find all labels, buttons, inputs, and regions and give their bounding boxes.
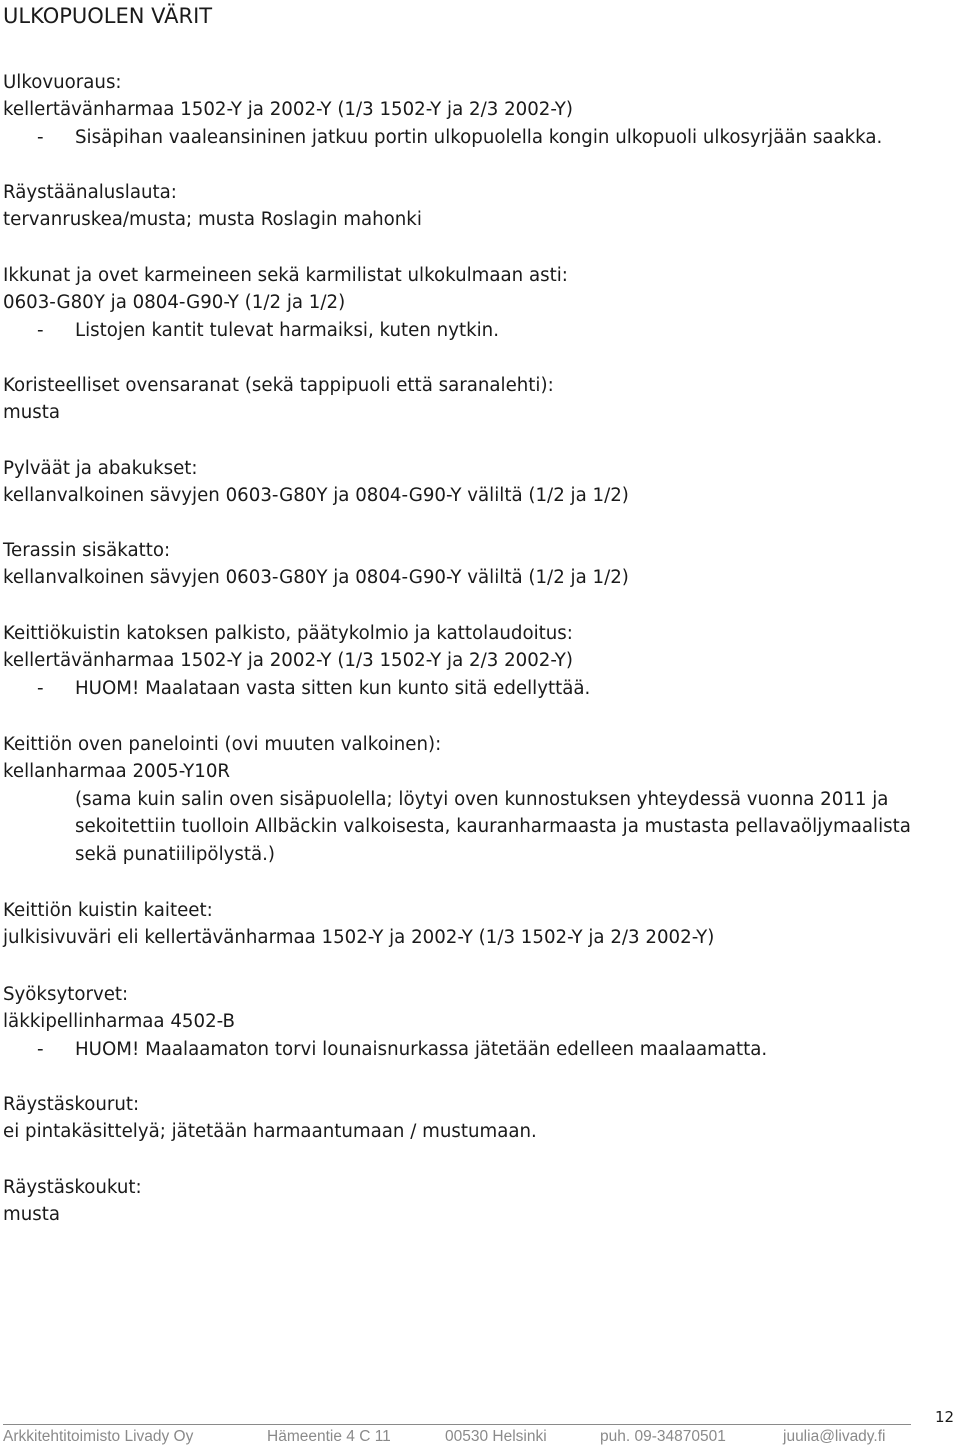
section-note: (sama kuin salin oven sisäpuolella; löytyi oven kunnostuksen yhteydessä vuonna 2011 ja sekoitettiin tuolloin Allbäckin valkoisesta, kauranharmaasta ja mustasta pellavaöljymaalista sekä punatiilipölystä.) [75,788,911,865]
bullet-marker: - [37,677,44,699]
section-kuistin-kaiteet [3,897,953,952]
section-heading: Ikkunat ja ovet karmeineen sekä karmilistat ulkokulmaan asti: [3,265,568,286]
section-raystaskoukut [3,1174,953,1229]
section-value: tervanruskea/musta; musta Roslagin mahonki [3,209,422,231]
section-ikkunat-ja-ovet [3,262,953,344]
section-raystaanaluslauta [3,179,953,234]
section-value: kellertävänharmaa 1502-Y ja 2002-Y (1/3 1502-Y ja 2/3 2002-Y) [3,650,573,672]
section-pylvaat [3,455,953,510]
footer-company: Arkkitehtitoimisto Livady Oy [3,1428,194,1445]
bullet-text: HUOM! Maalaamaton torvi lounaisnurkassa jätetään edelleen maalaamatta. [75,1038,768,1060]
section-ulkovuoraus [3,69,953,151]
bullet-marker: - [37,126,44,148]
section-value: läkkipellinharmaa 4502-B [3,1011,236,1033]
section-value: kellertävänharmaa 1502-Y ja 2002-Y (1/3 1502-Y ja 2/3 2002-Y) [3,99,573,121]
section-heading: Syöksytorvet: [3,984,129,1005]
section-value: 0603-G80Y ja 0804-G90-Y (1/2 ja 1/2) [3,292,346,314]
section-heading: Keittiön oven panelointi (ovi muuten valkoinen): [3,734,442,755]
bullet-text: HUOM! Maalataan vasta sitten kun kunto sitä edellyttää. [75,677,591,699]
page-title: ULKOPUOLEN VÄRIT [3,4,213,28]
section-value: musta [3,402,60,424]
section-heading: Ulkovuoraus: [3,72,122,93]
bullet-marker: - [37,319,44,341]
section-value: kellanvalkoinen sävyjen 0603-G80Y ja 0804-G90-Y väliltä (1/2 ja 1/2) [3,567,629,589]
section-heading: Pylväät ja abakukset: [3,458,198,479]
section-ovensaranat [3,372,953,427]
section-value: kellanvalkoinen sävyjen 0603-G80Y ja 0804-G90-Y väliltä (1/2 ja 1/2) [3,485,629,507]
section-keittion-oven-panelointi [3,731,953,868]
section-syoksytorvet [3,981,953,1063]
footer-postal: 00530 Helsinki [445,1428,547,1445]
section-raystaskourut [3,1091,953,1146]
footer-divider [3,1424,911,1425]
page-number: 12 [935,1408,955,1426]
section-value: ei pintakäsittelyä; jätetään harmaantumaan / mustumaan. [3,1121,537,1143]
bullet-text: Sisäpihan vaaleansininen jatkuu portin ulkopuolella kongin ulkopuoli ulkosyrjään saakka. [75,126,883,148]
footer-phone: puh. 09-34870501 [600,1428,726,1445]
bullet-text: Listojen kantit tulevat harmaiksi, kuten nytkin. [75,319,499,341]
section-heading: Keittiön kuistin kaiteet: [3,900,213,921]
footer-street: Hämeentie 4 C 11 [267,1428,391,1445]
bullet-item [3,1036,953,1063]
section-heading: Räystäänaluslauta: [3,182,177,203]
bullet-item [3,675,953,702]
bullet-marker: - [37,1038,44,1060]
bullet-item [3,124,953,151]
section-value: kellanharmaa 2005-Y10R [3,761,231,783]
page-footer [3,1428,943,1450]
footer-email[interactable]: juulia@livady.fi [783,1428,886,1445]
section-heading: Keittiökuistin katoksen palkisto, päätykolmio ja kattolaudoitus: [3,623,573,644]
section-heading: Räystäskourut: [3,1094,140,1115]
section-value: julkisivuväri eli kellertävänharmaa 1502-Y ja 2002-Y (1/3 1502-Y ja 2/3 2002-Y) [3,927,715,949]
section-terassin-sisakatto [3,537,953,592]
bullet-item [3,317,953,344]
section-keittiokuistin-katos [3,620,953,702]
section-value: musta [3,1204,60,1226]
section-heading: Terassin sisäkatto: [3,540,171,561]
section-heading: Räystäskoukut: [3,1177,142,1198]
section-heading: Koristeelliset ovensaranat (sekä tappipuoli että saranalehti): [3,375,554,396]
